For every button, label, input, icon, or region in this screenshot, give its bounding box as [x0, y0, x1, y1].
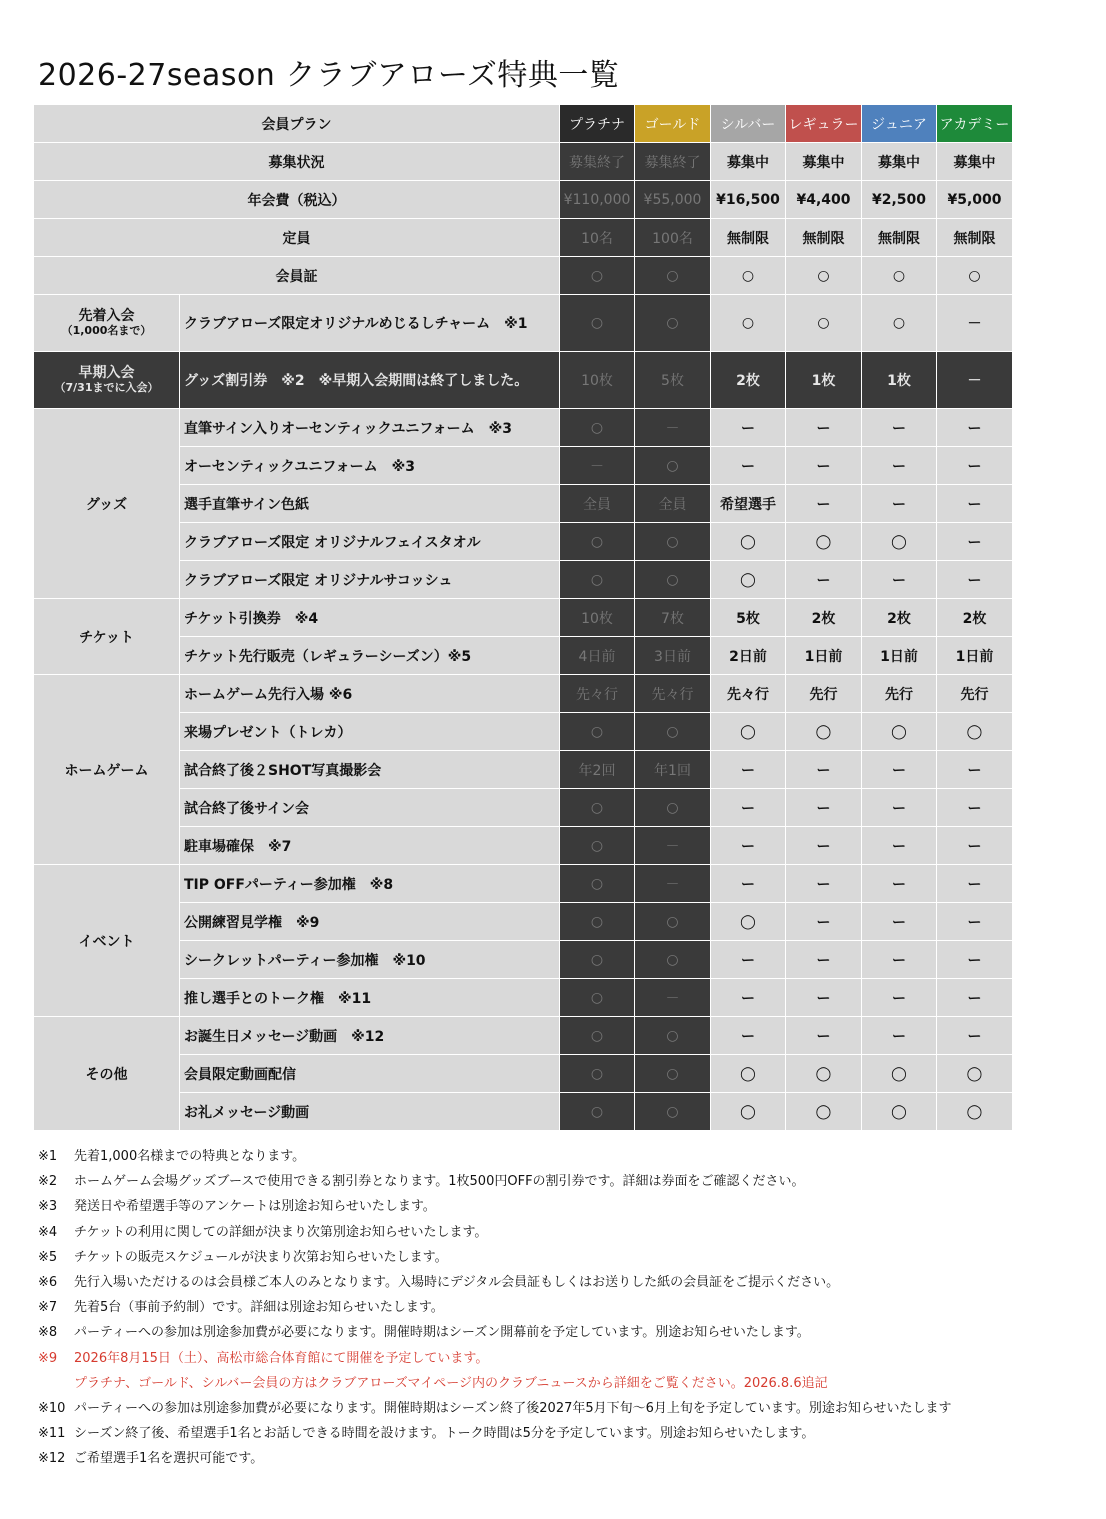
- benefit-value-3: ◯: [711, 1093, 786, 1131]
- footnote: [38, 1270, 1098, 1295]
- footnote: [38, 1169, 1098, 1194]
- footnote-key: ※11: [38, 1426, 66, 1442]
- benefit-value-4: ◯: [786, 1055, 862, 1093]
- summary-value-3: 募集中: [711, 143, 786, 181]
- summary-row: [34, 143, 1013, 181]
- benefit-value-4: ー: [786, 485, 862, 523]
- benefit-value-3: ◯: [711, 523, 786, 561]
- footnote-text: 先行入場いただけるのは会員様ご本人のみとなります。入場時にデジタル会員証もしくはお送りした紙の会員証をご提示ください。: [74, 1275, 840, 1291]
- summary-value-4: 無制限: [786, 219, 862, 257]
- benefit-value-4: ー: [786, 865, 862, 903]
- first-come-value-6: －: [937, 295, 1013, 352]
- benefit-row: [34, 1093, 1013, 1131]
- footnote-text: プラチナ、ゴールド、シルバー会員の方はクラブアローズマイページ内のクラブニュースから詳細をご覧ください。2026.8.6追記: [74, 1375, 828, 1391]
- benefit-label: オーセンティックユニフォーム ※3: [180, 447, 560, 485]
- footnote-text: チケットの利用に関しての詳細が決まり次第別途お知らせいたします。: [74, 1224, 488, 1240]
- benefit-value-4: ー: [786, 409, 862, 447]
- benefit-row: [34, 485, 1013, 523]
- benefit-value-4: ー: [786, 447, 862, 485]
- page-title: 2026-27season クラブアローズ特典一覧: [38, 58, 620, 93]
- summary-value-2: 募集終了: [635, 143, 711, 181]
- benefit-value-4: 先行: [786, 675, 862, 713]
- summary-value-2: 100名: [635, 219, 711, 257]
- plan-name-2: ゴールド: [635, 105, 711, 143]
- benefit-value-6: ◯: [937, 1093, 1013, 1131]
- early-row: [34, 352, 1013, 409]
- plan-header-label: 会員プラン: [34, 105, 560, 143]
- benefit-label: 選手直筆サイン色紙: [180, 485, 560, 523]
- benefit-value-5: ー: [862, 865, 937, 903]
- benefit-label: チケット先行販売（レギュラーシーズン）※5: [180, 637, 560, 675]
- benefit-value-2: －: [635, 979, 711, 1017]
- benefit-value-4: 2枚: [786, 599, 862, 637]
- benefit-value-1: ○: [560, 1093, 635, 1131]
- benefit-value-3: ー: [711, 941, 786, 979]
- benefit-row: [34, 827, 1013, 865]
- footnote-key: ※10: [38, 1401, 66, 1417]
- first-come-value-5: ○: [862, 295, 937, 352]
- benefit-value-2: ○: [635, 523, 711, 561]
- benefit-value-1: ○: [560, 827, 635, 865]
- early-value-4: 1枚: [786, 352, 862, 409]
- category-label: イベント: [34, 865, 180, 1017]
- footnote-key: ※9: [38, 1350, 58, 1366]
- footnote-text: 2026年8月15日（土）、高松市総合体育館にて開催を予定しています。: [74, 1350, 489, 1366]
- benefit-label: 試合終了後２SHOT写真撮影会: [180, 751, 560, 789]
- benefit-value-3: 希望選手: [711, 485, 786, 523]
- benefit-row: [34, 409, 1013, 447]
- plan-name-4: レギュラー: [786, 105, 862, 143]
- benefit-value-5: ー: [862, 941, 937, 979]
- benefit-value-1: 10枚: [560, 599, 635, 637]
- summary-label: 定員: [34, 219, 560, 257]
- summary-value-5: 無制限: [862, 219, 937, 257]
- benefit-value-3: ー: [711, 409, 786, 447]
- benefit-value-4: ー: [786, 789, 862, 827]
- footnote-text: チケットの販売スケジュールが決まり次第お知らせいたします。: [74, 1249, 448, 1265]
- benefit-value-2: －: [635, 827, 711, 865]
- early-value-6: －: [937, 352, 1013, 409]
- benefit-value-3: ー: [711, 979, 786, 1017]
- footnote: [38, 1245, 1098, 1270]
- summary-value-5: ¥2,500: [862, 181, 937, 219]
- category-label: ホームゲーム: [34, 675, 180, 865]
- benefit-value-1: 年2回: [560, 751, 635, 789]
- benefit-value-5: ー: [862, 789, 937, 827]
- benefit-value-4: ◯: [786, 713, 862, 751]
- footnote: [38, 1320, 1098, 1345]
- benefit-value-2: 7枚: [635, 599, 711, 637]
- benefit-value-4: 1日前: [786, 637, 862, 675]
- benefit-value-1: ○: [560, 561, 635, 599]
- benefit-value-1: ○: [560, 1055, 635, 1093]
- summary-value-6: ○: [937, 257, 1013, 295]
- benefit-row: [34, 713, 1013, 751]
- summary-value-5: 募集中: [862, 143, 937, 181]
- footnote-key: ※8: [38, 1325, 58, 1341]
- benefit-value-3: ◯: [711, 713, 786, 751]
- benefit-value-5: ー: [862, 485, 937, 523]
- benefit-value-2: ○: [635, 1017, 711, 1055]
- benefit-label: お礼メッセージ動画: [180, 1093, 560, 1131]
- benefit-value-2: 年1回: [635, 751, 711, 789]
- benefit-value-6: ー: [937, 827, 1013, 865]
- benefit-value-2: ○: [635, 1055, 711, 1093]
- plan-name-5: ジュニア: [862, 105, 937, 143]
- benefit-label: クラブアローズ限定オリジナルめじるしチャーム ※1: [180, 295, 560, 352]
- benefit-value-6: ー: [937, 865, 1013, 903]
- benefit-row: [34, 523, 1013, 561]
- benefit-value-6: ー: [937, 903, 1013, 941]
- benefit-value-1: ○: [560, 941, 635, 979]
- benefit-value-2: ○: [635, 1093, 711, 1131]
- benefit-value-6: ー: [937, 485, 1013, 523]
- benefit-value-1: ○: [560, 713, 635, 751]
- summary-value-4: ¥4,400: [786, 181, 862, 219]
- footnote-key: ※12: [38, 1451, 66, 1467]
- benefit-row: [34, 941, 1013, 979]
- benefit-value-2: 先々行: [635, 675, 711, 713]
- first-come-value-4: ○: [786, 295, 862, 352]
- summary-label: 会員証: [34, 257, 560, 295]
- benefit-value-4: ◯: [786, 1093, 862, 1131]
- plan-name-3: シルバー: [711, 105, 786, 143]
- benefit-label: 推し選手とのトーク権 ※11: [180, 979, 560, 1017]
- footnote-text: シーズン終了後、希望選手1名とお話しできる時間を設けます。トーク時間は5分を予定しています。別途お知らせいたします。: [74, 1426, 815, 1442]
- benefit-row: [34, 789, 1013, 827]
- benefit-value-5: ー: [862, 827, 937, 865]
- benefit-value-5: ◯: [862, 1055, 937, 1093]
- benefit-value-1: 4日前: [560, 637, 635, 675]
- summary-value-3: 無制限: [711, 219, 786, 257]
- footnote-key: ※4: [38, 1224, 58, 1240]
- benefit-row: [34, 599, 1013, 637]
- footnote-key: [38, 1371, 74, 1396]
- footnote: [38, 1194, 1098, 1219]
- benefit-row: [34, 675, 1013, 713]
- benefit-row: [34, 865, 1013, 903]
- early-value-2: 5枚: [635, 352, 711, 409]
- footnote-key: ※1: [38, 1149, 58, 1164]
- benefit-value-1: ○: [560, 1017, 635, 1055]
- footnote-key: ※6: [38, 1275, 58, 1291]
- benefit-value-5: ー: [862, 1017, 937, 1055]
- benefit-value-4: ◯: [786, 523, 862, 561]
- summary-value-2: ¥55,000: [635, 181, 711, 219]
- benefit-label: チケット引換券 ※4: [180, 599, 560, 637]
- benefit-row: [34, 561, 1013, 599]
- benefit-value-2: ○: [635, 789, 711, 827]
- footnote: [38, 1446, 1098, 1471]
- benefit-value-6: ー: [937, 751, 1013, 789]
- footnote-text: パーティーへの参加は別途参加費が必要になります。開催時期はシーズン開幕前を予定しています。別途お知らせいたします。: [74, 1325, 810, 1341]
- benefit-value-3: ー: [711, 865, 786, 903]
- benefit-value-6: 1日前: [937, 637, 1013, 675]
- summary-value-2: ○: [635, 257, 711, 295]
- category-label: 先着入会: [78, 308, 135, 324]
- benefit-value-1: ○: [560, 979, 635, 1017]
- benefit-value-3: ー: [711, 827, 786, 865]
- category-label: チケット: [34, 599, 180, 675]
- summary-value-4: 募集中: [786, 143, 862, 181]
- benefit-value-2: ○: [635, 903, 711, 941]
- benefit-label: クラブアローズ限定 オリジナルサコッシュ: [180, 561, 560, 599]
- first-come-value-2: ○: [635, 295, 711, 352]
- benefit-value-4: ー: [786, 561, 862, 599]
- footnote: [38, 1371, 1098, 1396]
- benefit-value-6: ー: [937, 447, 1013, 485]
- benefit-label: シークレットパーティー参加権 ※10: [180, 941, 560, 979]
- benefit-value-2: ○: [635, 713, 711, 751]
- benefit-label: 直筆サイン入りオーセンティックユニフォーム ※3: [180, 409, 560, 447]
- benefit-value-6: ◯: [937, 713, 1013, 751]
- category-sub-label: （7/31までに入会）: [54, 381, 159, 394]
- benefit-label: グッズ割引券 ※2 ※早期入会期間は終了しました。: [180, 352, 560, 409]
- summary-value-6: 募集中: [937, 143, 1013, 181]
- benefit-value-5: ◯: [862, 713, 937, 751]
- footnote-text: 先着1,000名様までの特典となります。: [74, 1149, 306, 1164]
- benefit-row: [34, 1055, 1013, 1093]
- footnote: [38, 1220, 1098, 1245]
- benefit-value-5: ◯: [862, 523, 937, 561]
- summary-label: 募集状況: [34, 143, 560, 181]
- benefit-value-3: ー: [711, 751, 786, 789]
- benefit-value-3: 先々行: [711, 675, 786, 713]
- footnote-key: ※3: [38, 1199, 58, 1215]
- benefit-row: [34, 903, 1013, 941]
- benefit-value-6: ー: [937, 941, 1013, 979]
- benefit-value-1: ○: [560, 903, 635, 941]
- benefit-value-6: 先行: [937, 675, 1013, 713]
- benefit-value-3: 2日前: [711, 637, 786, 675]
- benefit-value-1: －: [560, 447, 635, 485]
- benefit-value-1: ○: [560, 789, 635, 827]
- benefit-value-5: 2枚: [862, 599, 937, 637]
- benefit-value-3: 5枚: [711, 599, 786, 637]
- summary-value-3: ¥16,500: [711, 181, 786, 219]
- benefit-value-5: ◯: [862, 1093, 937, 1131]
- benefit-value-5: ー: [862, 903, 937, 941]
- benefit-value-3: ー: [711, 1017, 786, 1055]
- footnote-text: ホームゲーム会場グッズブースで使用できる割引券となります。1枚500円OFFの割引券です。詳細は券面をご確認ください。: [74, 1174, 805, 1190]
- benefit-label: 駐車場確保 ※7: [180, 827, 560, 865]
- benefit-value-2: 3日前: [635, 637, 711, 675]
- benefit-value-6: ー: [937, 979, 1013, 1017]
- benefit-value-1: ○: [560, 523, 635, 561]
- early-category: [34, 352, 180, 409]
- summary-value-6: ¥5,000: [937, 181, 1013, 219]
- benefit-value-2: ○: [635, 941, 711, 979]
- benefit-value-5: 1日前: [862, 637, 937, 675]
- summary-value-4: ○: [786, 257, 862, 295]
- benefit-value-6: 2枚: [937, 599, 1013, 637]
- first-come-row: [34, 295, 1013, 352]
- benefit-value-5: ー: [862, 409, 937, 447]
- category-label: グッズ: [34, 409, 180, 599]
- category-label: その他: [34, 1017, 180, 1131]
- category-label: 早期入会: [78, 365, 135, 381]
- benefit-value-3: ー: [711, 447, 786, 485]
- footnote: [38, 1144, 1098, 1169]
- benefit-value-1: 全員: [560, 485, 635, 523]
- benefit-row: [34, 979, 1013, 1017]
- summary-value-5: ○: [862, 257, 937, 295]
- benefit-label: 来場プレゼント（トレカ）: [180, 713, 560, 751]
- benefit-value-6: ー: [937, 1017, 1013, 1055]
- benefit-row: [34, 447, 1013, 485]
- benefit-value-6: ー: [937, 523, 1013, 561]
- footnotes: [38, 1144, 1098, 1472]
- summary-row: [34, 257, 1013, 295]
- category-sub-label: （1,000名まで）: [61, 324, 152, 337]
- first-come-category: [34, 295, 180, 352]
- benefit-row: [34, 1017, 1013, 1055]
- footnote: [38, 1346, 1098, 1371]
- benefit-label: 会員限定動画配信: [180, 1055, 560, 1093]
- benefit-value-5: ー: [862, 561, 937, 599]
- benefit-value-5: 先行: [862, 675, 937, 713]
- early-value-5: 1枚: [862, 352, 937, 409]
- benefit-value-6: ー: [937, 561, 1013, 599]
- benefit-value-4: ー: [786, 941, 862, 979]
- benefit-value-1: ○: [560, 865, 635, 903]
- summary-label: 年会費（税込）: [34, 181, 560, 219]
- plan-name-1: プラチナ: [560, 105, 635, 143]
- benefit-value-4: ー: [786, 827, 862, 865]
- summary-value-6: 無制限: [937, 219, 1013, 257]
- benefit-label: TIP OFFパーティー参加権 ※8: [180, 865, 560, 903]
- benefit-value-3: ー: [711, 789, 786, 827]
- footnote: [38, 1421, 1098, 1446]
- benefit-value-1: 先々行: [560, 675, 635, 713]
- benefit-value-3: ◯: [711, 561, 786, 599]
- benefit-value-6: ◯: [937, 1055, 1013, 1093]
- benefit-value-2: 全員: [635, 485, 711, 523]
- early-value-1: 10枚: [560, 352, 635, 409]
- summary-value-1: 募集終了: [560, 143, 635, 181]
- footnote-text: 発送日や希望選手等のアンケートは別途お知らせいたします。: [74, 1199, 436, 1215]
- benefits-table: [33, 104, 1013, 1131]
- summary-value-1: 10名: [560, 219, 635, 257]
- footnote: [38, 1396, 1098, 1421]
- benefit-value-2: ○: [635, 447, 711, 485]
- benefit-row: [34, 637, 1013, 675]
- benefit-value-4: ー: [786, 1017, 862, 1055]
- first-come-value-1: ○: [560, 295, 635, 352]
- footnote-key: ※5: [38, 1249, 58, 1265]
- benefit-label: 試合終了後サイン会: [180, 789, 560, 827]
- plan-header-row: [34, 105, 1013, 143]
- benefit-value-5: ー: [862, 751, 937, 789]
- benefit-value-6: ー: [937, 409, 1013, 447]
- footnote-text: ご希望選手1名を選択可能です。: [74, 1451, 264, 1467]
- benefit-value-4: ー: [786, 751, 862, 789]
- benefit-value-3: ◯: [711, 903, 786, 941]
- summary-value-1: ○: [560, 257, 635, 295]
- benefit-value-5: ー: [862, 447, 937, 485]
- benefit-value-2: －: [635, 865, 711, 903]
- benefit-value-3: ◯: [711, 1055, 786, 1093]
- benefit-label: 公開練習見学権 ※9: [180, 903, 560, 941]
- first-come-value-3: ○: [711, 295, 786, 352]
- benefit-value-4: ー: [786, 979, 862, 1017]
- early-value-3: 2枚: [711, 352, 786, 409]
- benefit-label: お誕生日メッセージ動画 ※12: [180, 1017, 560, 1055]
- benefit-value-1: ○: [560, 409, 635, 447]
- summary-value-3: ○: [711, 257, 786, 295]
- plan-name-6: アカデミー: [937, 105, 1013, 143]
- summary-row: [34, 181, 1013, 219]
- footnote-text: パーティーへの参加は別途参加費が必要になります。開催時期はシーズン終了後2027年5月下旬～6月上旬を予定しています。別途お知らせいたします: [74, 1401, 952, 1417]
- summary-row: [34, 219, 1013, 257]
- benefit-row: [34, 751, 1013, 789]
- benefit-value-2: －: [635, 409, 711, 447]
- benefit-label: クラブアローズ限定 オリジナルフェイスタオル: [180, 523, 560, 561]
- footnote: [38, 1295, 1098, 1320]
- footnote-key: ※7: [38, 1300, 58, 1316]
- benefit-label: ホームゲーム先行入場 ※6: [180, 675, 560, 713]
- benefit-value-2: ○: [635, 561, 711, 599]
- benefit-value-6: ー: [937, 789, 1013, 827]
- footnote-key: ※2: [38, 1174, 58, 1190]
- footnote-text: 先着5台（事前予約制）です。詳細は別途お知らせいたします。: [74, 1300, 444, 1316]
- benefit-value-5: ー: [862, 979, 937, 1017]
- benefit-value-4: ー: [786, 903, 862, 941]
- summary-value-1: ¥110,000: [560, 181, 635, 219]
